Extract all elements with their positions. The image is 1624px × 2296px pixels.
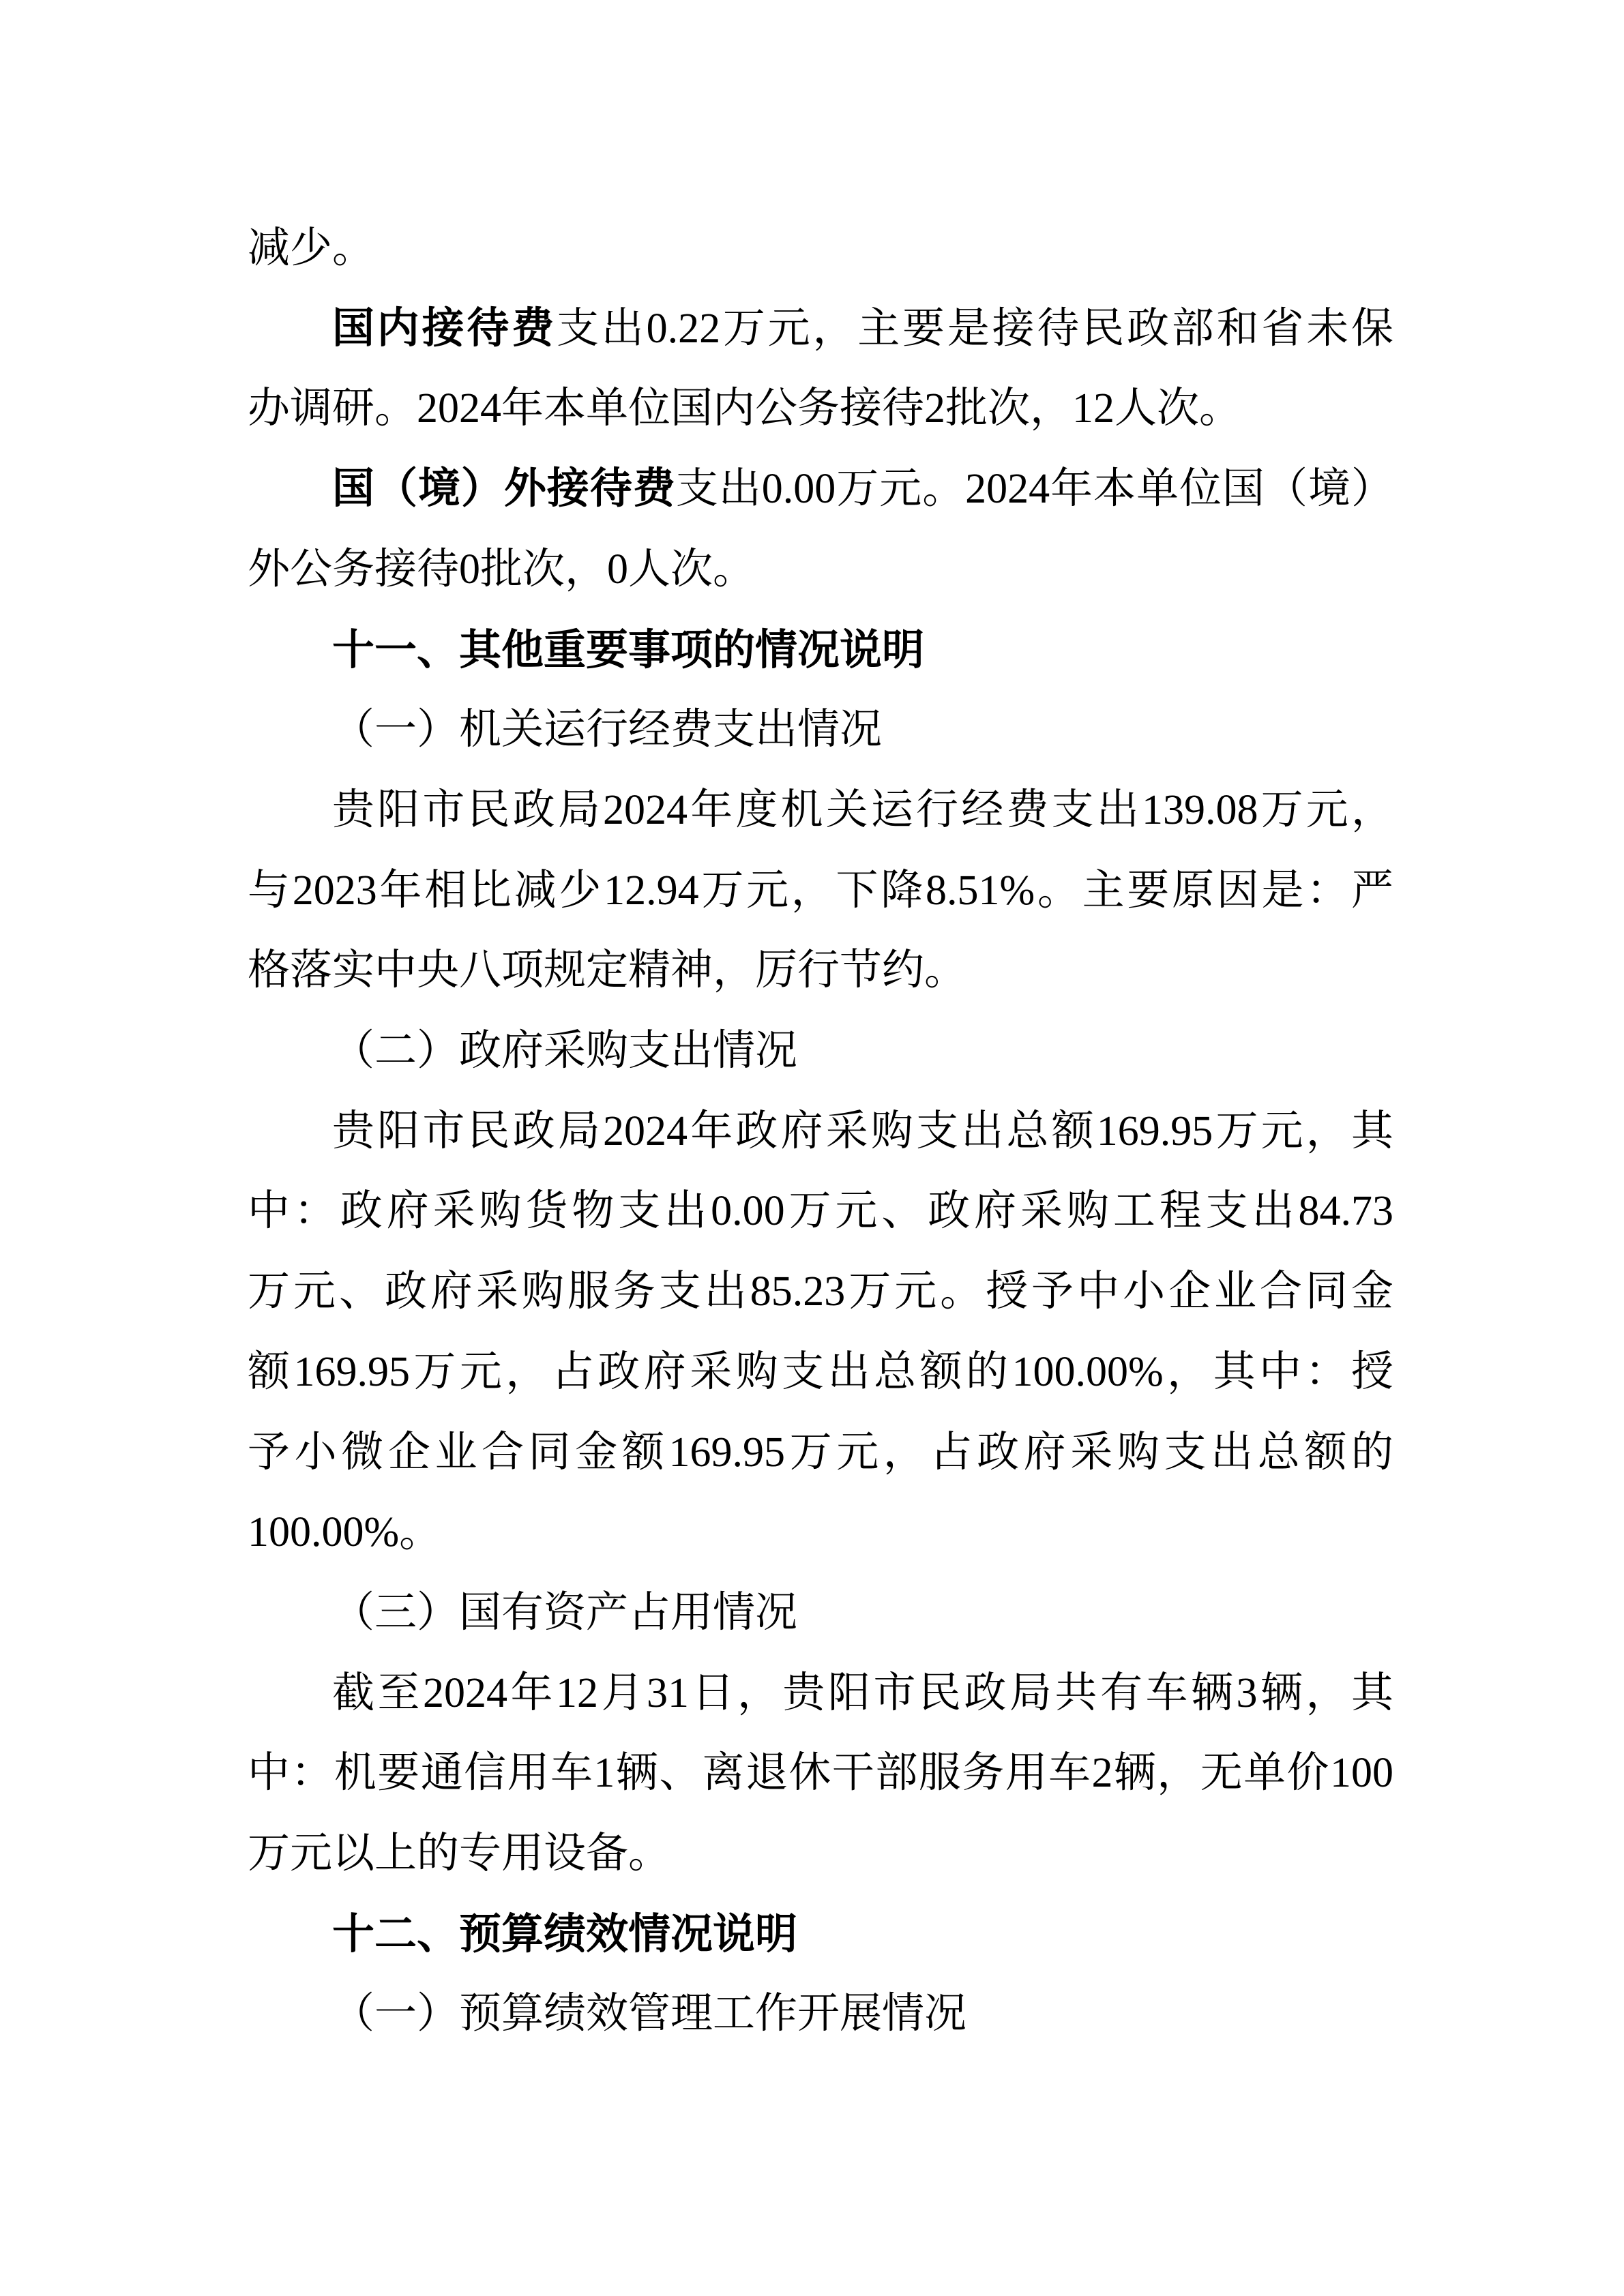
text-segment: 万元以上的专用设备。 [248, 1830, 671, 1877]
text-segment: （二）政府采购支出情况 [332, 1028, 798, 1075]
text-segment: 100.00%。 [248, 1509, 442, 1556]
text-line-18 [248, 1573, 1393, 1654]
text-line-12 [248, 1092, 1393, 1172]
text-segment-bold: 国（境）外接待费 [332, 466, 676, 513]
text-line-20 [248, 1733, 1393, 1814]
text-segment: （一）机关运行经费支出情况 [332, 706, 883, 754]
text-line-3 [248, 369, 1393, 449]
text-segment-bold: 国内接待费 [332, 305, 557, 352]
text-segment: 与2023年相比减少12.94万元，下降8.51%。主要原因是：严 [248, 867, 1393, 914]
text-line-8 [248, 771, 1393, 851]
text-segment: 减少。 [248, 225, 375, 271]
text-segment: （一）预算绩效管理工作开展情况 [332, 1991, 967, 2038]
text-segment: 额169.95万元，占政府采购支出总额的100.00%，其中：授 [248, 1348, 1393, 1395]
text-line-23 [248, 1974, 1393, 2055]
text-segment: 中：政府采购货物支出0.00万元、政府采购工程支出84.73 [248, 1188, 1393, 1235]
text-segment-bold: 十二、预算绩效情况说明 [332, 1910, 798, 1958]
text-segment: 予小微企业合同金额169.95万元，占政府采购支出总额的 [248, 1429, 1393, 1476]
text-line-9 [248, 851, 1393, 931]
text-line-15 [248, 1332, 1393, 1413]
document-body [248, 209, 1393, 2055]
text-segment: 办调研。2024年本单位国内公务接待2批次，12人次。 [248, 385, 1242, 432]
text-line-16 [248, 1413, 1393, 1493]
text-line-6 [248, 610, 1393, 691]
text-segment: 外公务接待0批次，0人次。 [248, 546, 756, 593]
text-line-11 [248, 1011, 1393, 1092]
text-segment: 贵阳市民政局2024年政府采购支出总额169.95万元，其 [332, 1107, 1393, 1154]
text-segment: 贵阳市民政局2024年度机关运行经费支出139.08万元， [332, 786, 1393, 833]
text-line-1 [248, 209, 1393, 289]
text-segment: 支出0.00万元。2024年本单位国（境） [675, 466, 1393, 513]
text-segment: 中：机要通信用车1辆、离退休干部服务用车2辆，无单价100 [248, 1750, 1393, 1797]
text-segment: 截至2024年12月31日，贵阳市民政局共有车辆3辆，其 [332, 1669, 1393, 1716]
text-segment: （三）国有资产占用情况 [332, 1589, 798, 1636]
text-line-19 [248, 1654, 1393, 1734]
text-line-13 [248, 1172, 1393, 1252]
text-segment: 万元、政府采购服务支出85.23万元。授予中小企业合同金 [248, 1268, 1393, 1315]
text-line-5 [248, 530, 1393, 610]
text-line-10 [248, 931, 1393, 1011]
text-line-4 [248, 449, 1393, 530]
text-segment: 格落实中央八项规定精神，厉行节约。 [248, 947, 967, 994]
text-segment: 支出0.22万元，主要是接待民政部和省未保 [556, 305, 1393, 352]
text-line-2 [248, 289, 1393, 370]
text-line-7 [248, 690, 1393, 771]
text-line-21 [248, 1814, 1393, 1894]
text-segment-bold: 十一、其他重要事项的情况说明 [332, 626, 925, 674]
text-line-17 [248, 1493, 1393, 1573]
text-line-22 [248, 1894, 1393, 1975]
text-line-14 [248, 1252, 1393, 1332]
